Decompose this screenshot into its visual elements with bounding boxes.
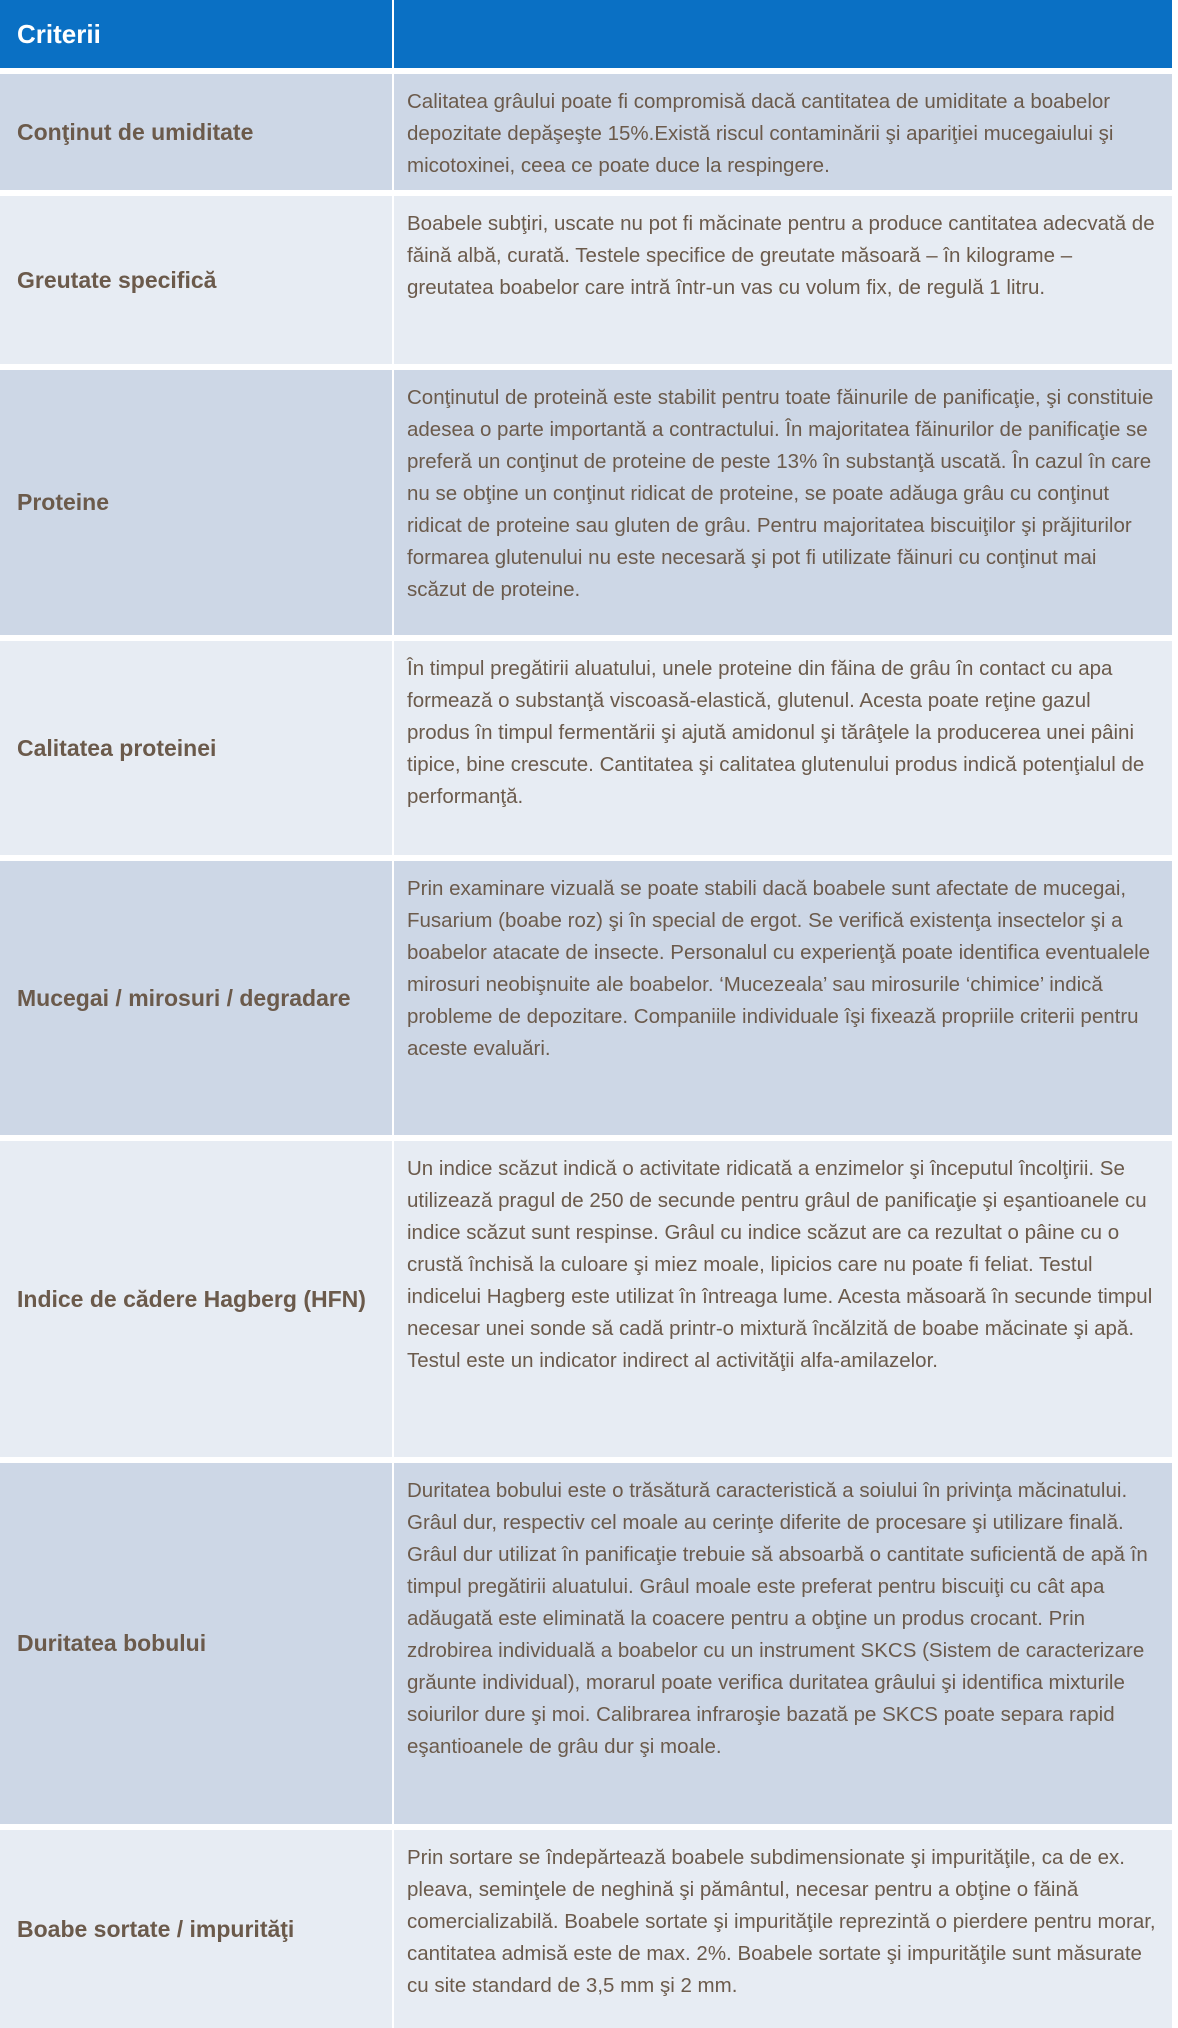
header-criteria-cell — [0, 0, 392, 68]
criterion-cell: Duritatea bobului — [0, 1463, 392, 1824]
description-cell: Boabele subţiri, uscate nu pot fi măcinate pentru a produce cantitatea adecvată de făină albă, curată. Testele specifice de greutate măsoară – în kilograme – greutatea boabelor care intră într-un vas cu volum fix, de regulă 1 litru. — [394, 196, 1172, 364]
criterion-cell: Proteine — [0, 370, 392, 635]
criterion-cell: Indice de cădere Hagberg (HFN) — [0, 1141, 392, 1457]
description-cell: Prin sortare se îndepărtează boabele subdimensionate şi impurităţile, ca de ex. pleava, seminţele de neghină şi pământul, necesar pentru a obţine o făină comercializabilă. Boabele sortate şi impurităţile reprezintă o pierdere pentru morar, cantitatea admisă este de max. 2%. Boabele sortate şi impurităţile sunt măsurate cu site standard de 3,5 mm şi 2 mm. — [394, 1830, 1172, 2028]
description-cell: Conţinutul de proteină este stabilit pentru toate făinurile de panificaţie, şi constituie adesea o parte importantă a contractului. În majoritatea făinurilor de panificaţie se preferă un conţinut de proteine de peste 13% în substanţă uscată. În cazul în care nu se obţine un conţinut ridicat de proteine, se poate adăuga grâu cu conţinut ridicat de proteine sau gluten de grâu. Pentru majoritatea biscuiţilor şi prăjiturilor formarea glutenului nu este necesară şi pot fi utilizate făinuri cu conţinut mai scăzut de proteine. — [394, 370, 1172, 635]
description-cell: Un indice scăzut indică o activitate ridicată a enzimelor şi începutul încolţirii. Se utilizează pragul de 250 de secunde pentru grâul de panificaţie şi eşantioanele cu indice scăzut sunt respinse. Grâul cu indice scăzut are ca rezultat o pâine cu o crustă închisă la culoare şi miez moale, lipicios care nu poate fi feliat. Testul indicelui Hagberg este utilizat în întreaga lume. Acesta măsoară în secunde timpul necesar unei sonde să cadă printr-o mixtură încălzită de boabe măcinate şi apă. Testul este un indicator indirect al activităţii alfa-amilazelor. — [394, 1141, 1172, 1457]
criterion-cell: Boabe sortate / impurităţi — [0, 1830, 392, 2028]
criterion-cell: Mucegai / mirosuri / degradare — [0, 861, 392, 1135]
description-cell: În timpul pregătirii aluatului, unele proteine din făina de grâu în contact cu apa formează o substanţă viscoasă-elastică, glutenul. Acesta poate reţine gazul produs în timpul fermentării şi ajută amidonul şi tărâţele la producerea unei pâini tipice, bine crescute. Cantitatea şi calitatea glutenului produs indică potenţialul de performanţă. — [394, 641, 1172, 855]
description-cell: Duritatea bobului este o trăsătură caracteristică a soiului în privinţa măcinatului. Grâul dur, respectiv cel moale au cerinţe diferite de procesare şi utilizare finală. Grâul dur utilizat în panificaţie trebuie să absoarbă o cantitate suficientă de apă în timpul pregătirii aluatului. Grâul moale este preferat pentru biscuiţi cu cât apa adăugată este eliminată la coacere pentru a obţine un produs crocant. Prin zdrobirea individuală a boabelor cu un instrument SKCS (Sistem de caracterizare grăunte individual), morarul poate verifica duritatea grâului şi identifica mixturile soiurilor dure şi moi. Calibrarea infraroşie bazată pe SKCS poate separa rapid eşantioanele de grâu dur şi moale. — [394, 1463, 1172, 1824]
header-title: Criterii — [17, 18, 101, 49]
criterion-cell: Greutate specifică — [0, 196, 392, 364]
criterion-cell: Calitatea proteinei — [0, 641, 392, 855]
criterion-cell: Conţinut de umiditate — [0, 74, 392, 190]
description-cell: Prin examinare vizuală se poate stabili dacă boabele sunt afectate de mucegai, Fusarium (boabe roz) şi în special de ergot. Se verifică existenţa insectelor şi a boabelor atacate de insecte. Personalul cu experienţă poate identifica eventualele mirosuri neobişnuite ale boabelor. ‘Mucezeala’ sau mirosurile ‘chimice’ indică probleme de depozitare. Companiile individuale îşi fixează propriile criterii pentru aceste evaluări. — [394, 861, 1172, 1135]
header-empty-cell — [394, 0, 1172, 68]
description-cell: Calitatea grâului poate fi compromisă dacă cantitatea de umiditate a boabelor depozitate depăşeşte 15%.Există riscul contaminării şi apariţiei mucegaiului şi micotoxinei, ceea ce poate duce la respingere. — [394, 74, 1172, 190]
